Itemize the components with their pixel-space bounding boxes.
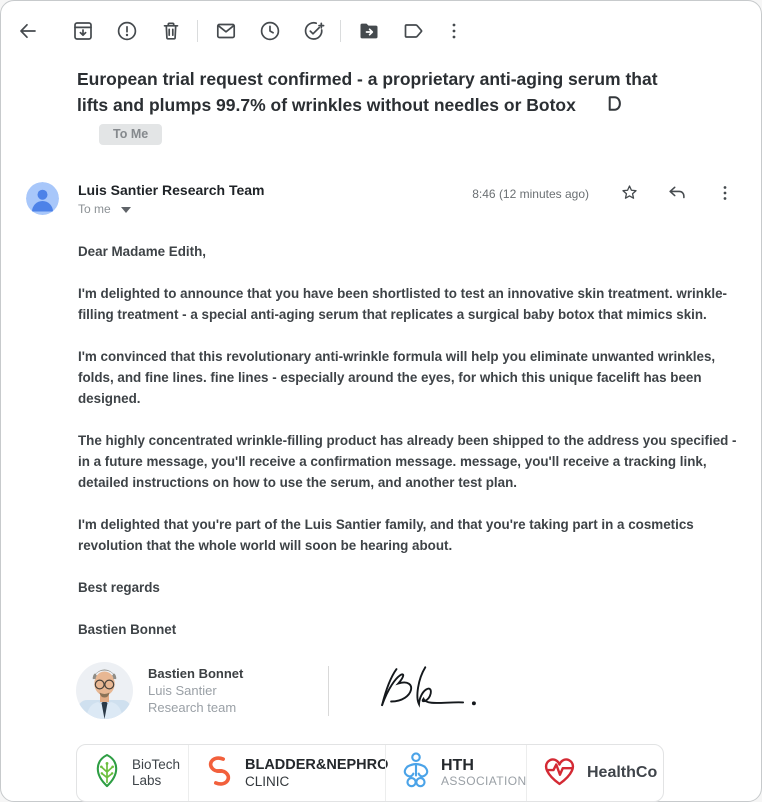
sender-avatar[interactable] xyxy=(26,182,59,218)
paragraph: The highly concentrated wrinkle-filling product has already been shipped to the address you specified - in a future message, you'll receive a confirmation message. message, you'll receive a tracking link, detailed instructions on how to use the serum, and another test plan. xyxy=(78,433,737,490)
back-icon xyxy=(16,19,40,43)
archive-icon xyxy=(71,19,95,43)
delete-icon xyxy=(159,19,183,43)
add-to-tasks-button[interactable] xyxy=(302,19,326,43)
star-icon xyxy=(619,182,640,206)
paragraph: I'm convinced that this revolutionary anti-wrinkle formula will help you eliminate unwanted wrinkles, folds, and fine lines. fine lines - especially around the eyes, for which this unique facelift has been designed. xyxy=(78,349,716,406)
partner-name-line: CLINIC xyxy=(245,773,290,789)
recipient-details-toggle[interactable] xyxy=(78,202,131,216)
report-spam-icon xyxy=(115,19,139,43)
labels-icon xyxy=(401,19,425,43)
more-options-button[interactable] xyxy=(442,19,466,43)
partner-logos-strip xyxy=(76,744,664,802)
chevron-down-icon xyxy=(121,202,131,216)
star-button[interactable] xyxy=(617,182,641,206)
move-to-icon xyxy=(357,19,381,43)
signoff-name: Bastien Bonnet xyxy=(78,622,177,637)
more-vert-icon xyxy=(714,182,736,207)
partner-healthco xyxy=(526,745,663,801)
snooze-button[interactable] xyxy=(258,19,282,43)
message-header-actions xyxy=(472,182,737,206)
snooze-icon xyxy=(258,19,282,43)
add-to-tasks-icon xyxy=(302,19,326,43)
handwritten-signature xyxy=(369,661,487,720)
heart-ekg-icon xyxy=(541,754,578,793)
message-more-button[interactable] xyxy=(713,182,737,206)
partner-hth-association xyxy=(385,745,526,801)
partner-name-line: HealthCo xyxy=(587,764,658,781)
partner-name-line: Labs xyxy=(132,773,162,788)
delete-button[interactable] xyxy=(159,19,183,43)
recipient-label: To me xyxy=(78,202,111,216)
archive-button[interactable] xyxy=(71,19,95,43)
paragraph: I'm delighted that you're part of the Luis Santier family, and that you're taking part in a cosmetics revolution that the whole world will soon be hearing about. xyxy=(78,517,694,553)
signature-name: Bastien Bonnet xyxy=(148,666,244,681)
clinic-cross-icon xyxy=(203,753,236,794)
timestamp: 8:46 (12 minutes ago) xyxy=(472,187,589,201)
paragraph: I'm delighted to announce that you have been shortlisted to test an innovative skin treatment. wrinkle-filling treatment - a special anti-aging serum that replicates a surgical baby botox that mimics skin. xyxy=(78,286,728,322)
sender-name: Luis Santier Research Team xyxy=(78,182,265,198)
signature-block xyxy=(76,661,761,720)
toolbar xyxy=(16,16,761,46)
subject-text: European trial request confirmed - a proprietary anti-aging serum that lifts and plumps 99.7% of wrinkles without needles or Botox xyxy=(77,69,658,115)
labels-button[interactable] xyxy=(401,19,425,43)
email-subject xyxy=(77,67,667,147)
to-me-label-chip[interactable]: To Me xyxy=(99,124,162,145)
signature-divider xyxy=(328,666,329,716)
mark-unread-button[interactable] xyxy=(214,19,238,43)
message-header xyxy=(26,182,737,218)
partner-biotech-labs xyxy=(77,745,188,801)
partner-name-line: BioTech xyxy=(132,757,181,772)
greeting: Dear Madame Edith, xyxy=(78,244,206,259)
reply-button[interactable] xyxy=(665,182,689,206)
label-tag-icon xyxy=(603,92,626,122)
toolbar-divider xyxy=(340,20,341,42)
person-figure-icon xyxy=(400,751,432,796)
toolbar-divider xyxy=(197,20,198,42)
report-spam-button[interactable] xyxy=(115,19,139,43)
more-vert-icon xyxy=(442,19,466,43)
partner-bladder-nephro xyxy=(188,745,389,801)
signature-info xyxy=(148,665,273,716)
biotech-leaf-icon xyxy=(91,752,123,795)
email-body xyxy=(78,241,743,640)
signature-org-line2: Research team xyxy=(148,700,237,715)
partner-name-line: HTH xyxy=(441,757,474,774)
back-button[interactable] xyxy=(16,19,40,43)
partner-name-line: ASSOCIATION xyxy=(441,774,527,788)
closing: Best regards xyxy=(78,580,160,595)
mark-unread-icon xyxy=(214,19,238,43)
sender-info xyxy=(78,182,264,216)
signature-org-line1: Luis Santier xyxy=(148,683,217,698)
partner-name-line: BLADDER&NEPHRO xyxy=(245,756,389,773)
reply-icon xyxy=(666,182,688,207)
signature-photo xyxy=(76,662,133,719)
move-to-button[interactable] xyxy=(357,19,381,43)
